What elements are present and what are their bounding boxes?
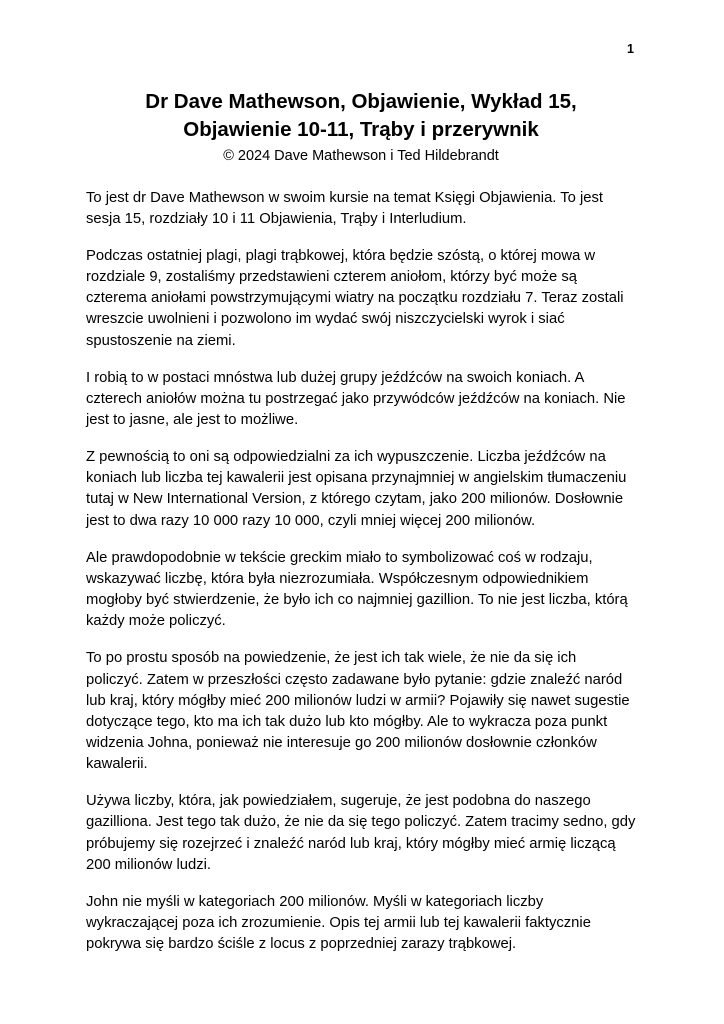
paragraph: Używa liczby, która, jak powiedziałem, sugeruje, że jest podobna do naszego gazilliona. Jest tego tak dużo, że nie da się tego policzyć. Zatem tracimy sedno, gdy próbujemy się rozejrzeć i znaleźć naród lub kraj, który mógłby mieć armię liczącą 200 milionów ludzi. <box>86 793 636 873</box>
paragraph: To po prostu sposób na powiedzenie, że jest ich tak wiele, że nie da się ich policzyć. Zatem w przeszłości często zadawane było pytanie: gdzie znaleźć naród lub kraj, który mógłby mieć 200 milionów ludzi w armii? Pojawiły się nawet sugestie dotyczące tego, kto ma ich tak dużo lub kto mógłby. Ale to wykracza poza punkt widzenia Johna, ponieważ nie interesuje go 200 milionów dosłownie członków kawalerii. <box>86 650 630 773</box>
title-line-2: Objawienie 10-11, Trąby i przerywnik <box>183 118 539 142</box>
paragraph: I robią to w postaci mnóstwa lub dużej grupy jeźdźców na swoich koniach. A czterech aniołów można tu postrzegać jako przywódców jeźdźców na koniach. Nie jest to jasne, ale jest to możliwe. <box>86 369 626 428</box>
title-line-1: Dr Dave Mathewson, Objawienie, Wykład 15, <box>145 90 577 113</box>
document-title <box>86 88 636 145</box>
paragraph: Z pewnością to oni są odpowiedzialni za ich wypuszczenie. Liczba jeźdźców na koniach lub liczba tej kawalerii jest opisana przynajmniej w angielskim tłumaczeniu tutaj w New International Version, z którego czytam, jako 200 milionów. Dosłownie jest to dwa razy 10 000 razy 10 000, czyli mniej więcej 200 milionów. <box>86 449 627 529</box>
copyright-line: © 2024 Dave Mathewson i Ted Hildebrandt <box>223 147 499 164</box>
paragraph: To jest dr Dave Mathewson w swoim kursie na temat Księgi Objawienia. To jest sesja 15, rozdziały 10 i 11 Objawienia, Trąby i Interludium. <box>86 189 604 227</box>
paragraph: Ale prawdopodobnie w tekście greckim miało to symbolizować coś w rodzaju, wskazywać liczbę, która była niezrozumiała. Współczesnym odpowiednikiem mogłoby być stwierdzenie, że było ich co najmniej gazillion. To nie jest liczba, którą każdy może policzyć. <box>86 549 628 630</box>
paragraph: Podczas ostatniej plagi, plagi trąbkowej, która będzie szóstą, o której mowa w rozdziale 9, zostaliśmy przedstawieni czterem aniołom, którzy być może są czterema aniołami powstrzymującymi wiatry na początku rozdziału 7. Teraz zostali wreszcie uwolnieni i pozwolono im wydać swój niszczycielski wyrok i siać spustoszenie na ziemi. <box>86 247 624 349</box>
paragraph: John nie myśli w kategoriach 200 milionów. Myśli w kategoriach liczby wykraczającej poza ich zrozumienie. Opis tej armii lub tej kawalerii faktycznie pokrywa się bardzo ściśle z locus z poprzedniej zarazy trąbkowej. <box>86 893 591 953</box>
page-number: 1 <box>627 42 634 56</box>
document-body <box>86 188 636 956</box>
